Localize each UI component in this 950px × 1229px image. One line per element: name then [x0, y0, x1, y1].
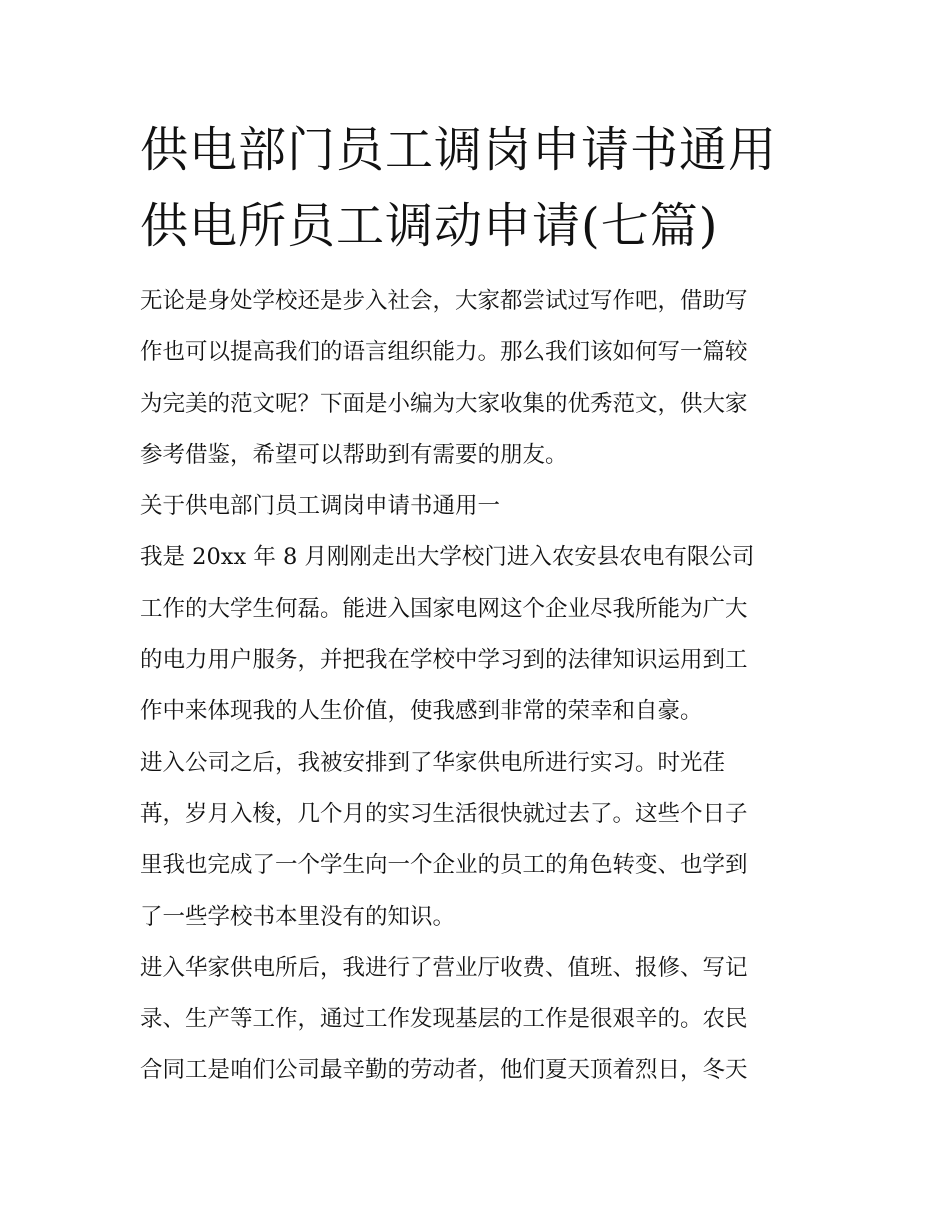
document-body — [140, 276, 830, 1097]
body-line: 进入公司之后，我被安排到了华家供电所进行实习。时光荏 — [140, 749, 726, 776]
body-line: 工作的大学生何磊。能进入国家电网这个企业尽我所能为广大 — [140, 595, 748, 622]
body-line: 录、生产等工作，通过工作发现基层的工作是很艰辛的。农民 — [140, 1006, 748, 1033]
body-line: 我是 20xx 年 8 月刚刚走出大学校门进入农安县农电有限公司 — [140, 544, 755, 571]
section-heading: 关于供电部门员工调岗申请书通用一 — [140, 493, 501, 520]
body-line: 进入华家供电所后，我进行了营业厅收费、值班、报修、写记 — [140, 954, 748, 981]
body-line: 里我也完成了一个学生向一个企业的员工的角色转变、也学到 — [140, 852, 748, 879]
body-line: 为完美的范文呢？下面是小编为大家收集的优秀范文，供大家 — [140, 390, 748, 417]
document-title — [140, 112, 840, 264]
body-line: 作也可以提高我们的语言组织能力。那么我们该如何写一篇较 — [140, 339, 748, 366]
title-line-2: 供电所员工调动申请(七篇) — [140, 198, 719, 254]
body-line: 无论是身处学校还是步入社会，大家都尝试过写作吧，借助写 — [140, 288, 748, 314]
body-line: 了一些学校书本里没有的知识。 — [140, 903, 456, 930]
body-line: 作中来体现我的人生价值，使我感到非常的荣幸和自豪。 — [140, 698, 703, 725]
body-line: 合同工是咱们公司最辛勤的劳动者，他们夏天顶着烈日，冬天 — [140, 1057, 748, 1084]
body-line: 苒，岁月入梭，几个月的实习生活很快就过去了。这些个日子 — [140, 800, 748, 827]
body-line: 参考借鉴，希望可以帮助到有需要的朋友。 — [140, 441, 568, 468]
title-line-1: 供电部门员工调岗申请书通用 — [140, 122, 778, 178]
body-line: 的电力用户服务，并把我在学校中学习到的法律知识运用到工 — [140, 647, 748, 674]
